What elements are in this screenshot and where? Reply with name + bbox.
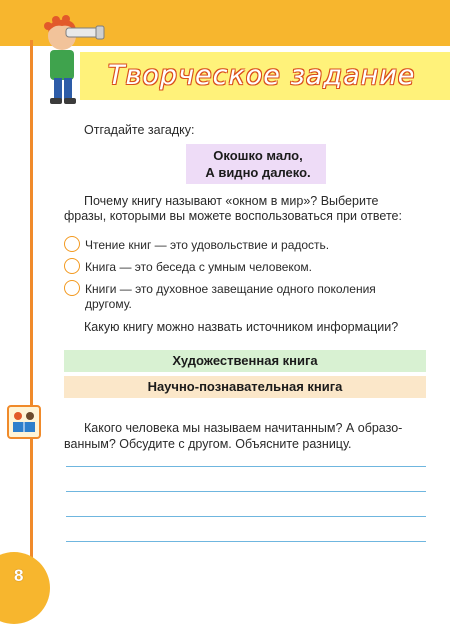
page-number: 8 (14, 566, 24, 585)
question-1-line2: фразы, которыми вы можете воспользоваться при ответе: (64, 209, 402, 223)
riddle (190, 147, 326, 181)
question-2: Какую книгу можно назвать источником информации? (84, 320, 399, 334)
question-3-line2: ванным? Обсудите с другом. Объясните разницу. (64, 437, 352, 451)
question-3-line1: Какого человека мы называем начитанным? А образо- (84, 421, 403, 435)
answer-line[interactable] (66, 516, 426, 517)
section-title: Творческое задание (108, 60, 416, 91)
answer-line[interactable] (66, 491, 426, 492)
reading-children-icon (7, 405, 41, 439)
boy-with-spyglass-icon (36, 12, 106, 112)
choice-nonfiction-book[interactable]: Научно-познавательная книга (64, 376, 426, 398)
question-1-line1: Почему книгу называют «окном в мир»? Выберите (84, 194, 379, 208)
radio-circle-icon[interactable] (64, 280, 80, 296)
answer-line[interactable] (66, 466, 426, 467)
page-number-badge (0, 552, 50, 624)
radio-circle-icon[interactable] (64, 236, 80, 252)
riddle-line: А видно далеко. (205, 165, 311, 180)
answer-option-label-cont: другому. (85, 297, 132, 311)
task-intro: Отгадайте загадку: (84, 123, 195, 137)
answer-option-label: Книги — это духовное завещание одного поколения (85, 282, 376, 296)
answer-option-label: Чтение книг — это удовольствие и радость. (85, 238, 330, 252)
riddle-line: Окошко мало, (213, 148, 303, 163)
answer-line[interactable] (66, 541, 426, 542)
choice-fiction-book[interactable]: Художественная книга (64, 350, 426, 372)
radio-circle-icon[interactable] (64, 258, 80, 274)
answer-option-label: Книга — это беседа с умным человеком. (85, 260, 313, 274)
margin-rule (30, 40, 33, 589)
